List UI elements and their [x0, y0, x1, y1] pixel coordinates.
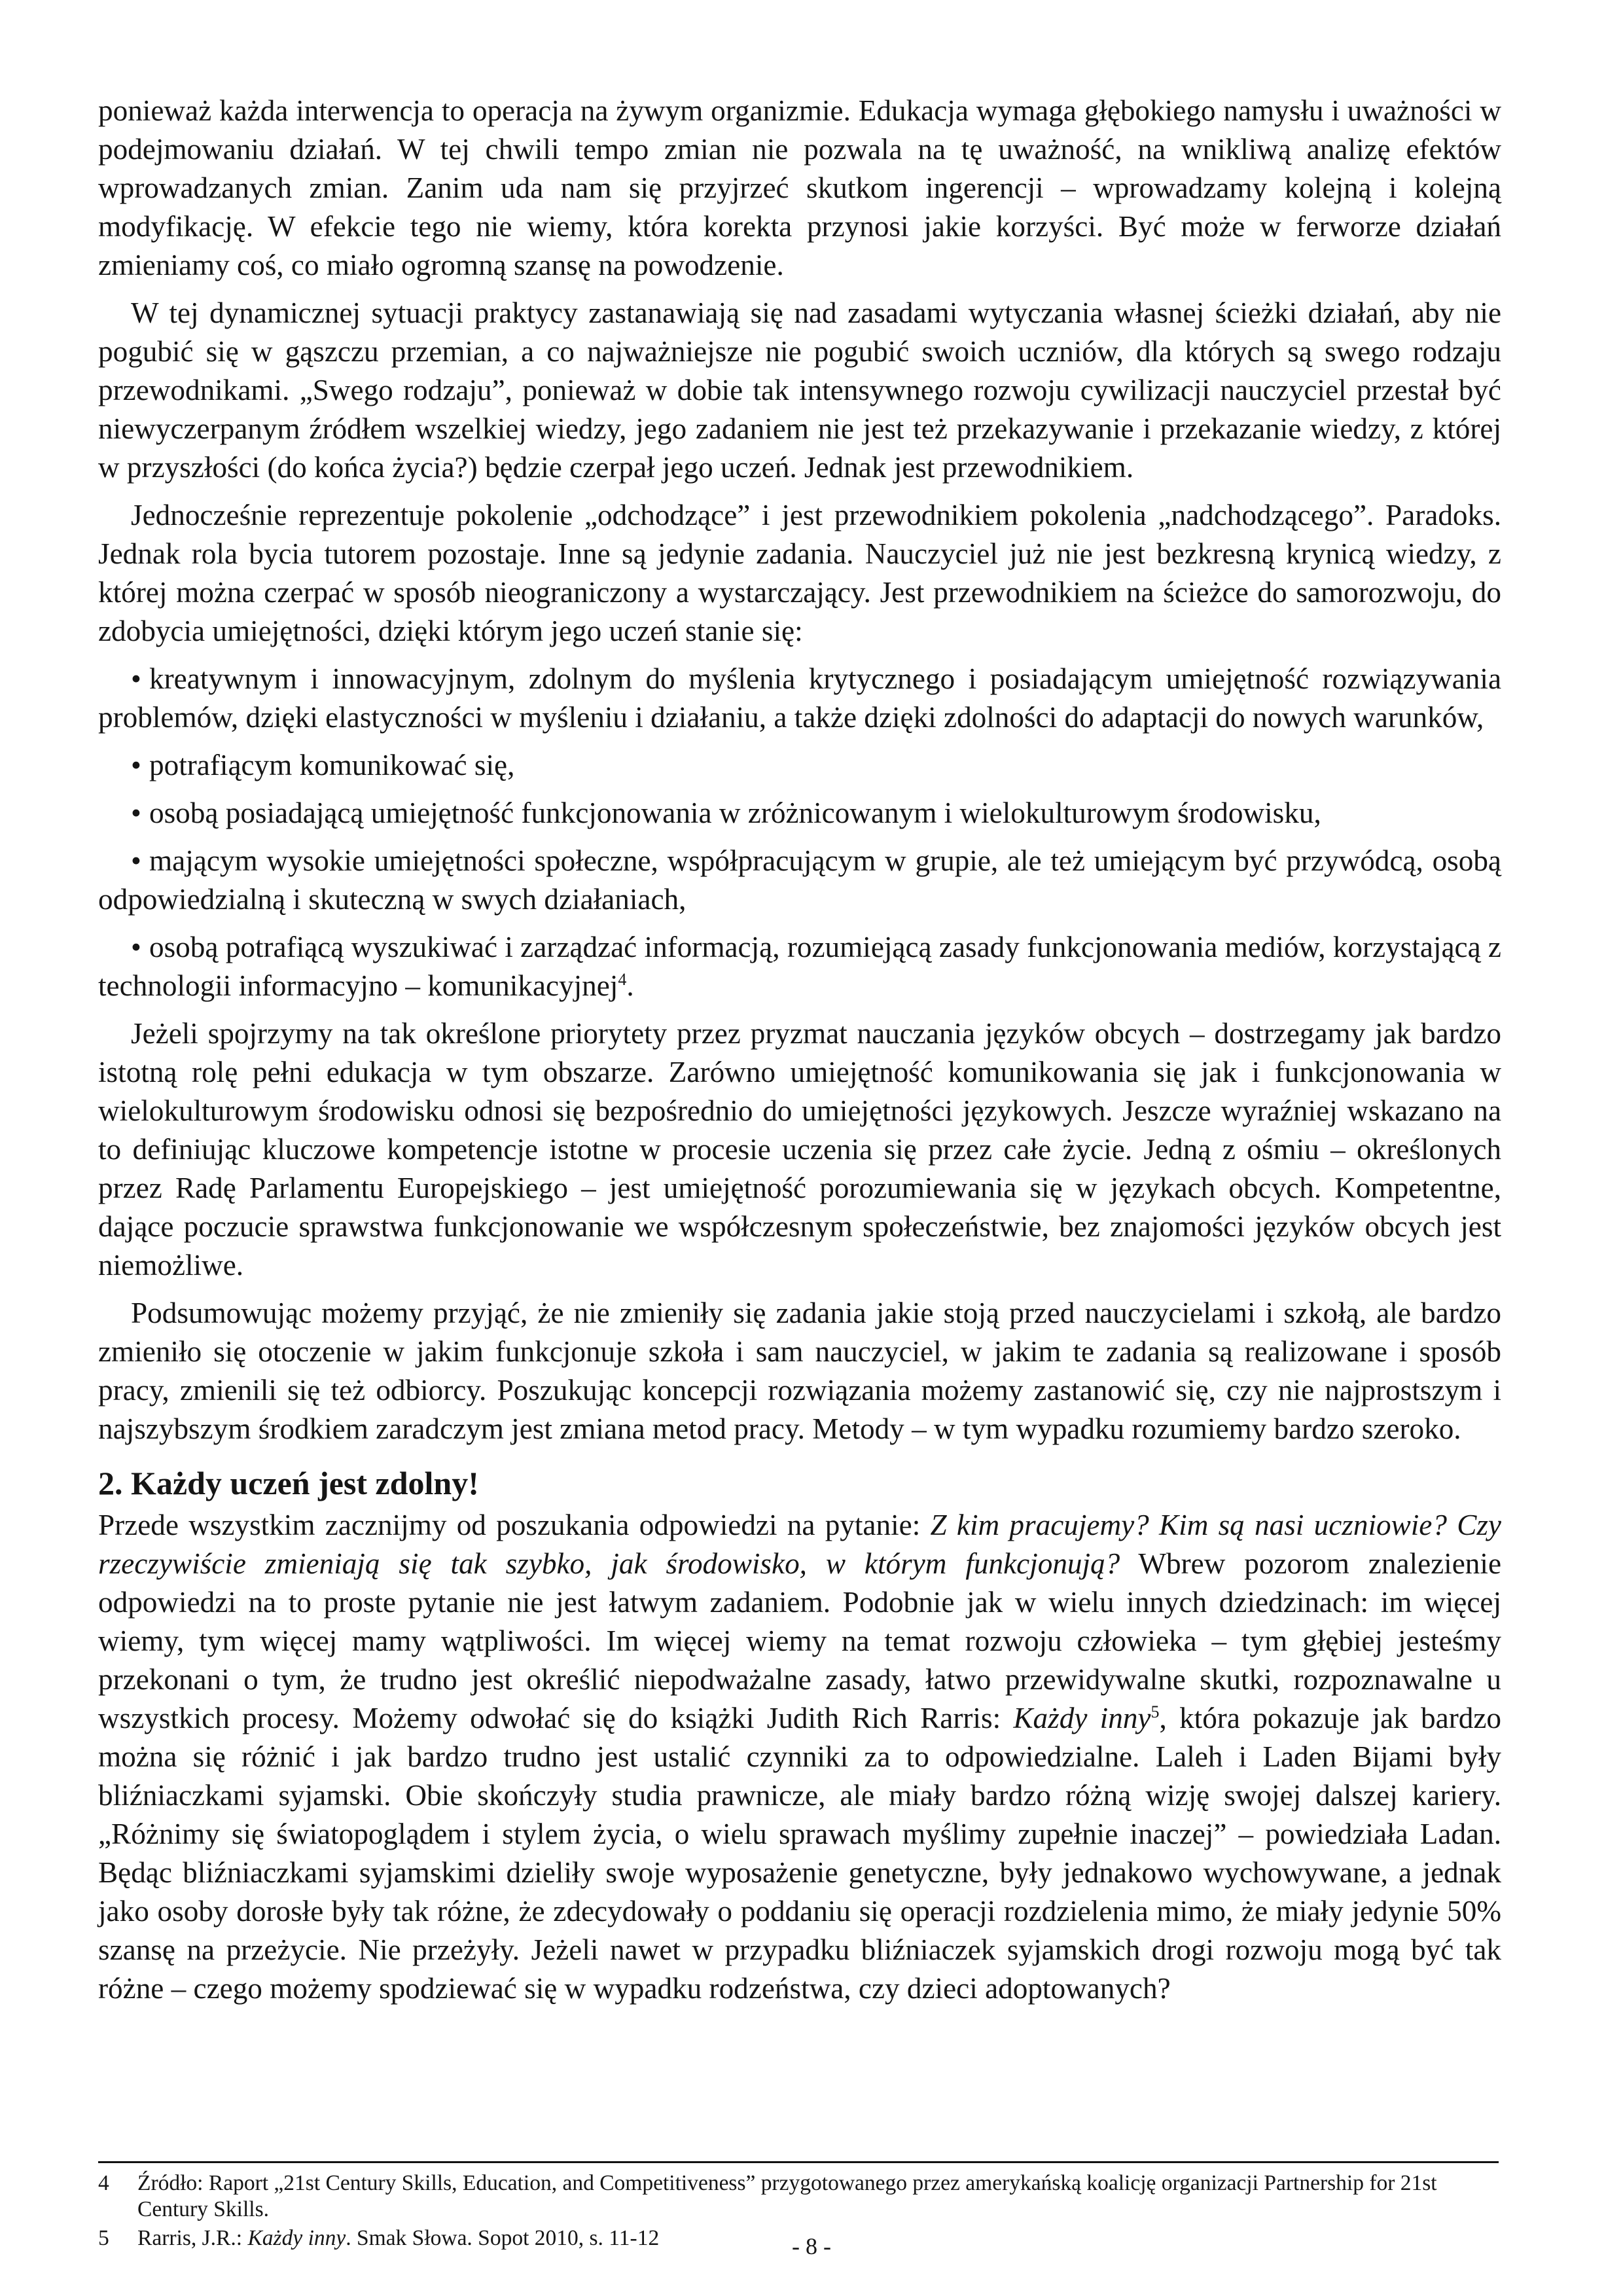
- footnote-number: 4: [98, 2171, 109, 2195]
- paragraph-4: Jeżeli spojrzymy na tak określone priorytety przez pryzmat nauczania języków obcych – dostrzegamy jak bardzo istotną rolę pełni edukacja w tym obszarze. Zarówno umiejętność komunikowania się jak i funkcjonowania w wielokulturowym środowisku odnosi się bezpośrednio do umiejętności językowych. Jeszcze wyraźniej wskazano na to definiując kluczowe kompetencje istotne w procesie uczenia się przez całe życie. Jedną z ośmiu – określonych przez Radę Parlamentu Europejskiego – jest umiejętność porozumiewania się w językach obcych. Kompetentne, dające poczucie sprawstwa funkcjonowanie we współczesnym społeczeństwie, bez znajomości języków obcych jest niemożliwe.: [98, 1017, 1501, 1282]
- paragraph-6-part-b: Wbrew pozorom znalezienie odpowiedzi na to proste pytanie nie jest łatwym zadaniem. Podobnie jak w wielu innych dziedzinach: im więcej wiemy, tym więcej mamy wątpliwości. Im więcej wiemy na temat rozwoju człowieka – tym głębiej jesteśmy przekonani o tym, że trudno jest określić niepodważalne zasady, łatwo przewidywalne skutki, rozpoznawalne u wszystkich procesy. Możemy odwołać się do książki Judith Rich Rarris:: [98, 1547, 1501, 1734]
- footnote-number: 5: [98, 2226, 109, 2250]
- paragraph-6-part-a: Przede wszystkim zacznijmy od poszukania odpowiedzi na pytanie:: [98, 1509, 931, 1541]
- footnote-divider: [98, 2161, 1499, 2163]
- paragraph-6-part-c: , która pokazuje jak bardzo można się różnić i jak bardzo trudno jest ustalić czynniki za to odpowiedzialne. Laleh i Laden Bijami były bliźniaczkami syjamski. Obie skończyły studia prawnicze, ale miały bardzo różną wizję swojej dalszej kariery. „Różnimy się światopoglądem i stylem życia, o wielu sprawach myślimy zupełnie inaczej” – powiedziała Ladan. Będąc bliźniaczkami syjamskimi dzieliły swoje wyposażenie genetyczne, były jednakowo wychowywane, a jednak jako osoby dorosłe były tak różne, że zdecydowały o poddaniu się operacji rozdzielenia mimo, że miały jedynie 50% szansę na przeżycie. Nie przeżyły. Jeżeli nawet w przypadku bliźniaczek syjamskich drogi rozwoju mogą być tak różne – czego możemy spodziewać się w wypadku rodzeństwa, czy dzieci adoptowanych?: [98, 1702, 1502, 2005]
- footnote-4: [98, 2170, 1501, 2223]
- book-title: Każdy inny: [1013, 1702, 1151, 1734]
- question-italic: Z kim pracujemy? Kim są nasi uczniowie? Czy rzeczywiście zmieniają się tak szybko, jak środowisko, w którym funkcjonują?: [98, 1509, 1501, 1580]
- bullet-dot: •: [131, 662, 141, 695]
- paragraph-5: Podsumowując możemy przyjąć, że nie zmieniły się zadania jakie stoją przed nauczycielami i szkołą, ale bardzo zmieniło się otoczenie w jakim funkcjonuje szkoła i sam nauczyciel, w jakim te zadania są realizowane i sposób pracy, zmienili się też odbiorcy. Poszukując koncepcji rozwiązania możemy zastanowić się, czy nie najprostszym i najszybszym środkiem zaradczym jest zmiana metod pracy. Metody – w tym wypadku rozumiemy bardzo szeroko.: [98, 1297, 1501, 1445]
- footnote-ref-5[interactable]: 5: [1150, 1702, 1160, 1721]
- bullet-dot: •: [131, 844, 141, 877]
- paragraph-3: Jednocześnie reprezentuje pokolenie „odchodzące” i jest przewodnikiem pokolenia „nadchodzącego”. Paradoks. Jednak rola bycia tutorem pozostaje. Inne są jedynie zadania. Nauczyciel już nie jest bezkresną krynicą wiedzy, z której można czerpać w sposób nieograniczony a wystarczający. Jest przewodnikiem na ścieżce do samorozwoju, do zdobycia umiejętności, dzięki którym jego uczeń stanie się:: [98, 499, 1501, 647]
- paragraph-6: [98, 1506, 1501, 2008]
- bullet-dot: •: [131, 749, 141, 781]
- bullet-text: mającym wysokie umiejętności społeczne, współpracującym w grupie, ale też umiejącym być przywódcą, osobą odpowiedzialną i skuteczną w swych działaniach,: [98, 844, 1501, 916]
- paragraph-1: ponieważ każda interwencja to operacja na żywym organizmie. Edukacja wymaga głębokiego namysłu i uważności w podejmowaniu działań. W tej chwili tempo zmian nie pozwala na tę uważność, na wnikliwą analizę efektów wprowadzanych zmian. Zanim uda nam się przyjrzeć skutkom ingerencji – wprowadzamy kolejną i kolejną modyfikację. W efekcie tego nie wiemy, która korekta przynosi jakie korzyści. Być może w ferworze działań zmieniamy coś, co miało ogromną szansę na powodzenie.: [98, 94, 1501, 281]
- bullet-item: [98, 794, 1501, 833]
- page-body: [98, 92, 1501, 2017]
- footnote-book-title: Każdy inny: [247, 2226, 346, 2250]
- bullet-item: [98, 660, 1501, 737]
- footnote-ref-4[interactable]: 4: [618, 969, 627, 989]
- footnote-text-a: Rarris, J.R.:: [137, 2226, 248, 2250]
- bullet-text: potrafiącym komunikować się,: [149, 749, 515, 781]
- section-heading: 2. Każdy uczeń jest zdolny!: [98, 1465, 479, 1501]
- bullet-dot: •: [131, 931, 141, 963]
- bullet-text: osobą posiadającą umiejętność funkcjonowania w zróżnicowanym i wielokulturowym środowisku,: [149, 797, 1321, 829]
- page-number: - 8 -: [792, 2233, 831, 2259]
- bullet-end: .: [626, 969, 634, 1002]
- paragraph-2: W tej dynamicznej sytuacji praktycy zastanawiają się nad zasadami wytyczania własnej ścieżki działań, aby nie pogubić się w gąszczu przemian, a co najważniejsze nie pogubić swoich uczniów, dla których są swego rodzaju przewodnikami. „Swego rodzaju”, ponieważ w dobie tak intensywnego rozwoju cywilizacji nauczyciel przestał być niewyczerpanym źródłem wszelkiej wiedzy, jego zadaniem nie jest też przekazywanie i przekazanie wiedzy, z której w przyszłości (do końca życia?) będzie czerpał jego uczeń. Jednak jest przewodnikiem.: [98, 296, 1501, 484]
- footnote-text-b: . Smak Słowa. Sopot 2010, s. 11-12: [346, 2226, 660, 2250]
- bullet-item: [98, 928, 1501, 1005]
- bullet-item: [98, 746, 1501, 785]
- bullet-dot: •: [131, 797, 141, 829]
- bullet-text: osobą potrafiącą wyszukiwać i zarządzać informacją, rozumiejącą zasady funkcjonowania mediów, korzystającą z technologii informacyjno – komunikacyjnej: [98, 931, 1501, 1002]
- bullet-text: kreatywnym i innowacyjnym, zdolnym do myślenia krytycznego i posiadającym umiejętność rozwiązywania problemów, dzięki elastyczności w myśleniu i działaniu, a także dzięki zdolności do adaptacji do nowych warunków,: [98, 662, 1501, 734]
- footnote-text: Źródło: Raport „21st Century Skills, Education, and Competitiveness” przygotowanego przez amerykańską koalicję organizacji Partnership for 21st Century Skills.: [137, 2171, 1437, 2221]
- bullet-item: [98, 842, 1501, 919]
